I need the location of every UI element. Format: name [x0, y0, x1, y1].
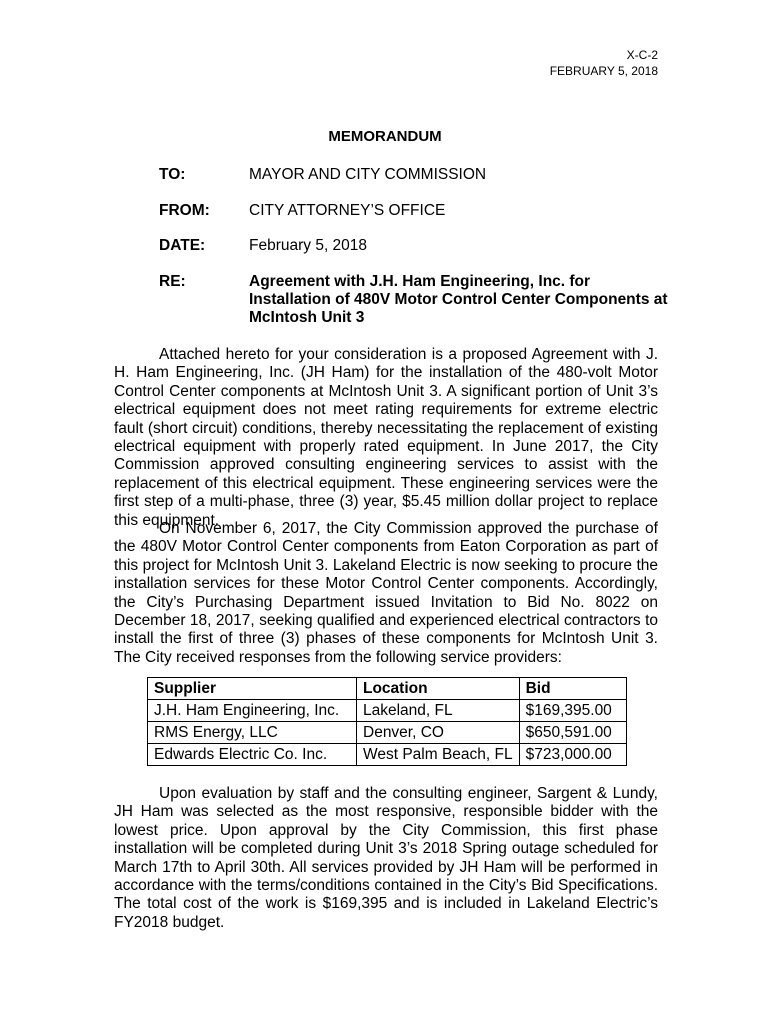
table-row — [148, 744, 627, 766]
date-label: DATE: — [159, 237, 206, 254]
header-bid: Bid — [519, 678, 626, 700]
memo-title: MEMORANDUM — [328, 128, 442, 145]
from-label: FROM: — [159, 202, 210, 219]
body-paragraph-1: Attached hereto for your consideration is a proposed Agreement with J. H. Ham Engineering, Inc. (JH Ham) for the installation of the 480-volt Motor Control Center components at McIntosh Unit 3. A significant portion of Unit 3’s electrical equipment does not meet rating requirements for extreme electric fault (short circuit) conditions, thereby necessitating the replacement of existing electrical equipment with properly rated equipment. In June 2017, the City Commission approved consulting engineering services to assist with the replacement of this electrical equipment. These engineering services were the first step of a multi-phase, three (3) year, $5.45 million dollar project to replace this equipment. — [114, 346, 658, 529]
cell-supplier: J.H. Ham Engineering, Inc. — [148, 700, 357, 722]
cell-location: Denver, CO — [357, 722, 520, 744]
to-value: MAYOR AND CITY COMMISSION — [249, 166, 487, 183]
date-value: February 5, 2018 — [249, 237, 368, 254]
header-supplier: Supplier — [148, 678, 357, 700]
cell-location: Lakeland, FL — [357, 700, 520, 722]
table-header-row — [148, 678, 627, 700]
document-reference — [550, 47, 658, 79]
to-label: TO: — [159, 166, 186, 183]
re-label: RE: — [159, 273, 186, 290]
cell-bid: $169,395.00 — [519, 700, 626, 722]
table-row — [148, 700, 627, 722]
body-paragraph-3: Upon evaluation by staff and the consulting engineer, Sargent & Lundy, JH Ham was selected as the most responsive, responsible bidder with the lowest price. Upon approval by the City Commission, this first phase installation will be completed during Unit 3’s 2018 Spring outage scheduled for March 17th to April 30th. All services provided by JH Ham will be performed in accordance with the terms/conditions contained in the City’s Bid Specifications. The total cost of the work is $169,395 and is included in Lakeland Electric’s FY2018 budget. — [114, 785, 658, 931]
body-paragraph-2: On November 6, 2017, the City Commission approved the purchase of the 480V Motor Control Center components from Eaton Corporation as part of this project for McIntosh Unit 3. Lakeland Electric is now seeking to procure the installation services for these Motor Control Center components. Accordingly, the City’s Purchasing Department issued Invitation to Bid No. 8022 on December 18, 2017, seeking qualified and experienced electrical contractors to install the first of three (3) phases of these components for McIntosh Unit 3. The City received responses from the following service providers: — [114, 520, 658, 666]
document-date: FEBRUARY 5, 2018 — [549, 64, 658, 78]
bids-table — [147, 677, 627, 766]
document-code: X-C-2 — [626, 48, 658, 62]
header-location: Location — [357, 678, 520, 700]
table-row — [148, 722, 627, 744]
from-value: CITY ATTORNEY’S OFFICE — [249, 202, 446, 219]
cell-supplier: Edwards Electric Co. Inc. — [148, 744, 357, 766]
cell-bid: $650,591.00 — [519, 722, 626, 744]
cell-supplier: RMS Energy, LLC — [148, 722, 357, 744]
cell-bid: $723,000.00 — [519, 744, 626, 766]
cell-location: West Palm Beach, FL — [357, 744, 520, 766]
re-value: Agreement with J.H. Ham Engineering, Inc. for Installation of 480V Motor Control Center Components at McIntosh Unit 3 — [249, 273, 668, 326]
